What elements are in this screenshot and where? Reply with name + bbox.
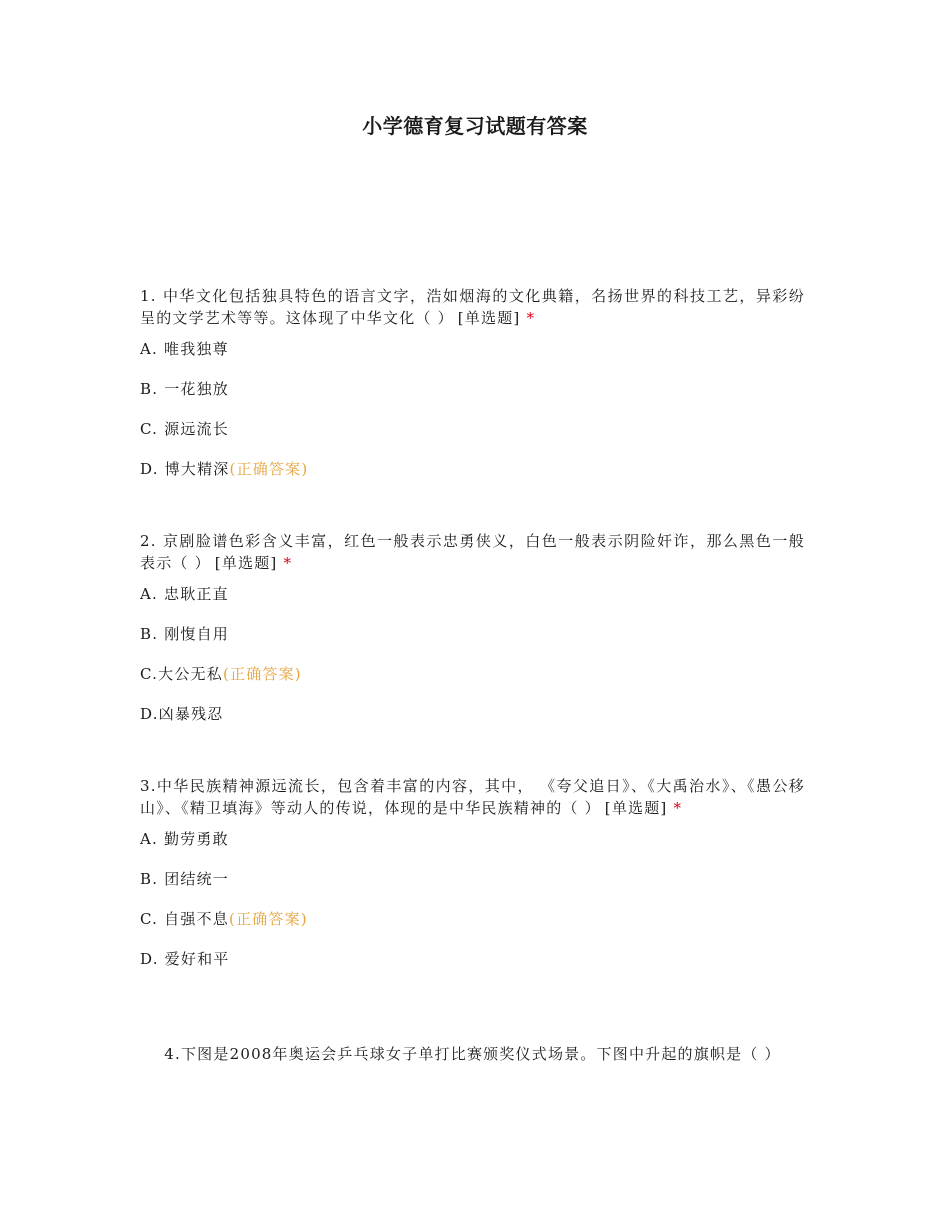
- option-c[interactable]: [140, 660, 805, 700]
- option-text: 博大精深: [164, 460, 230, 478]
- option-letter: B.: [140, 625, 159, 643]
- correct-answer-mark: (正确答案): [228, 910, 308, 928]
- question-text: 3.中华民族精神源远流长，包含着丰富的内容，其中， 《夸父追日》、《大禹治水》、《愚公移山》、《精卫填海》等动人的传说，体现的是中华民族精神的（ ）: [140, 777, 805, 817]
- option-text: 凶暴残忍: [158, 705, 224, 723]
- option-letter: A.: [140, 340, 159, 358]
- option-text: 大公无私: [158, 665, 223, 683]
- question-3: [140, 775, 805, 985]
- option-letter: B.: [140, 870, 159, 888]
- option-a[interactable]: [140, 825, 805, 865]
- option-c[interactable]: [140, 905, 805, 945]
- correct-answer-mark: (正确答案): [229, 460, 309, 478]
- option-letter: D.: [140, 460, 159, 478]
- question-type-label: [单选题]: [214, 554, 278, 572]
- question-stem: [140, 530, 805, 574]
- option-letter: D.: [140, 705, 159, 723]
- question-stem: [140, 1043, 805, 1065]
- correct-answer-mark: (正确答案): [222, 665, 302, 683]
- option-letter: B.: [140, 380, 159, 398]
- document-title: 小学德育复习试题有答案: [362, 114, 588, 138]
- question-text: 4.下图是2008年奥运会乒乓球女子单打比赛颁奖仪式场景。下图中升起的旗帜是（ ）: [164, 1045, 781, 1063]
- option-d[interactable]: [140, 700, 805, 740]
- option-a[interactable]: [140, 335, 805, 375]
- required-asterisk: *: [673, 799, 683, 817]
- required-asterisk: *: [526, 309, 536, 327]
- option-text: 团结统一: [164, 870, 230, 888]
- required-asterisk: *: [283, 554, 293, 572]
- option-letter: A.: [140, 585, 159, 603]
- option-letter: A.: [140, 830, 159, 848]
- option-text: 忠耿正直: [164, 585, 229, 603]
- question-stem: [140, 285, 805, 329]
- question-2: [140, 530, 805, 740]
- option-letter: D.: [140, 950, 159, 968]
- question-stem: [140, 775, 805, 819]
- option-text: 唯我独尊: [164, 340, 229, 358]
- option-letter: C.: [140, 665, 159, 683]
- option-text: 勤劳勇敢: [164, 830, 229, 848]
- option-d[interactable]: [140, 945, 805, 985]
- option-text: 刚愎自用: [164, 625, 230, 643]
- option-b[interactable]: [140, 865, 805, 905]
- question-type-label: [单选题]: [604, 799, 668, 817]
- option-text: 自强不息: [164, 910, 229, 928]
- question-type-label: [单选题]: [457, 309, 521, 327]
- option-b[interactable]: [140, 375, 805, 415]
- option-a[interactable]: [140, 580, 805, 620]
- question-text: 2. 京剧脸谱色彩含义丰富，红色一般表示忠勇侠义，白色一般表示阴险奸诈，那么黑色一般表示（ ）: [140, 532, 805, 572]
- option-letter: C.: [140, 910, 159, 928]
- question-text: 1. 中华文化包括独具特色的语言文字，浩如烟海的文化典籍，名扬世界的科技工艺，异彩纷呈的文学艺术等等。这体现了中华文化（ ）: [140, 287, 805, 327]
- option-letter: C.: [140, 420, 159, 438]
- option-text: 源远流长: [164, 420, 229, 438]
- question-1: [140, 285, 805, 495]
- option-text: 爱好和平: [164, 950, 230, 968]
- option-text: 一花独放: [164, 380, 230, 398]
- question-4: [140, 1043, 805, 1071]
- option-d[interactable]: [140, 455, 805, 495]
- option-b[interactable]: [140, 620, 805, 660]
- option-c[interactable]: [140, 415, 805, 455]
